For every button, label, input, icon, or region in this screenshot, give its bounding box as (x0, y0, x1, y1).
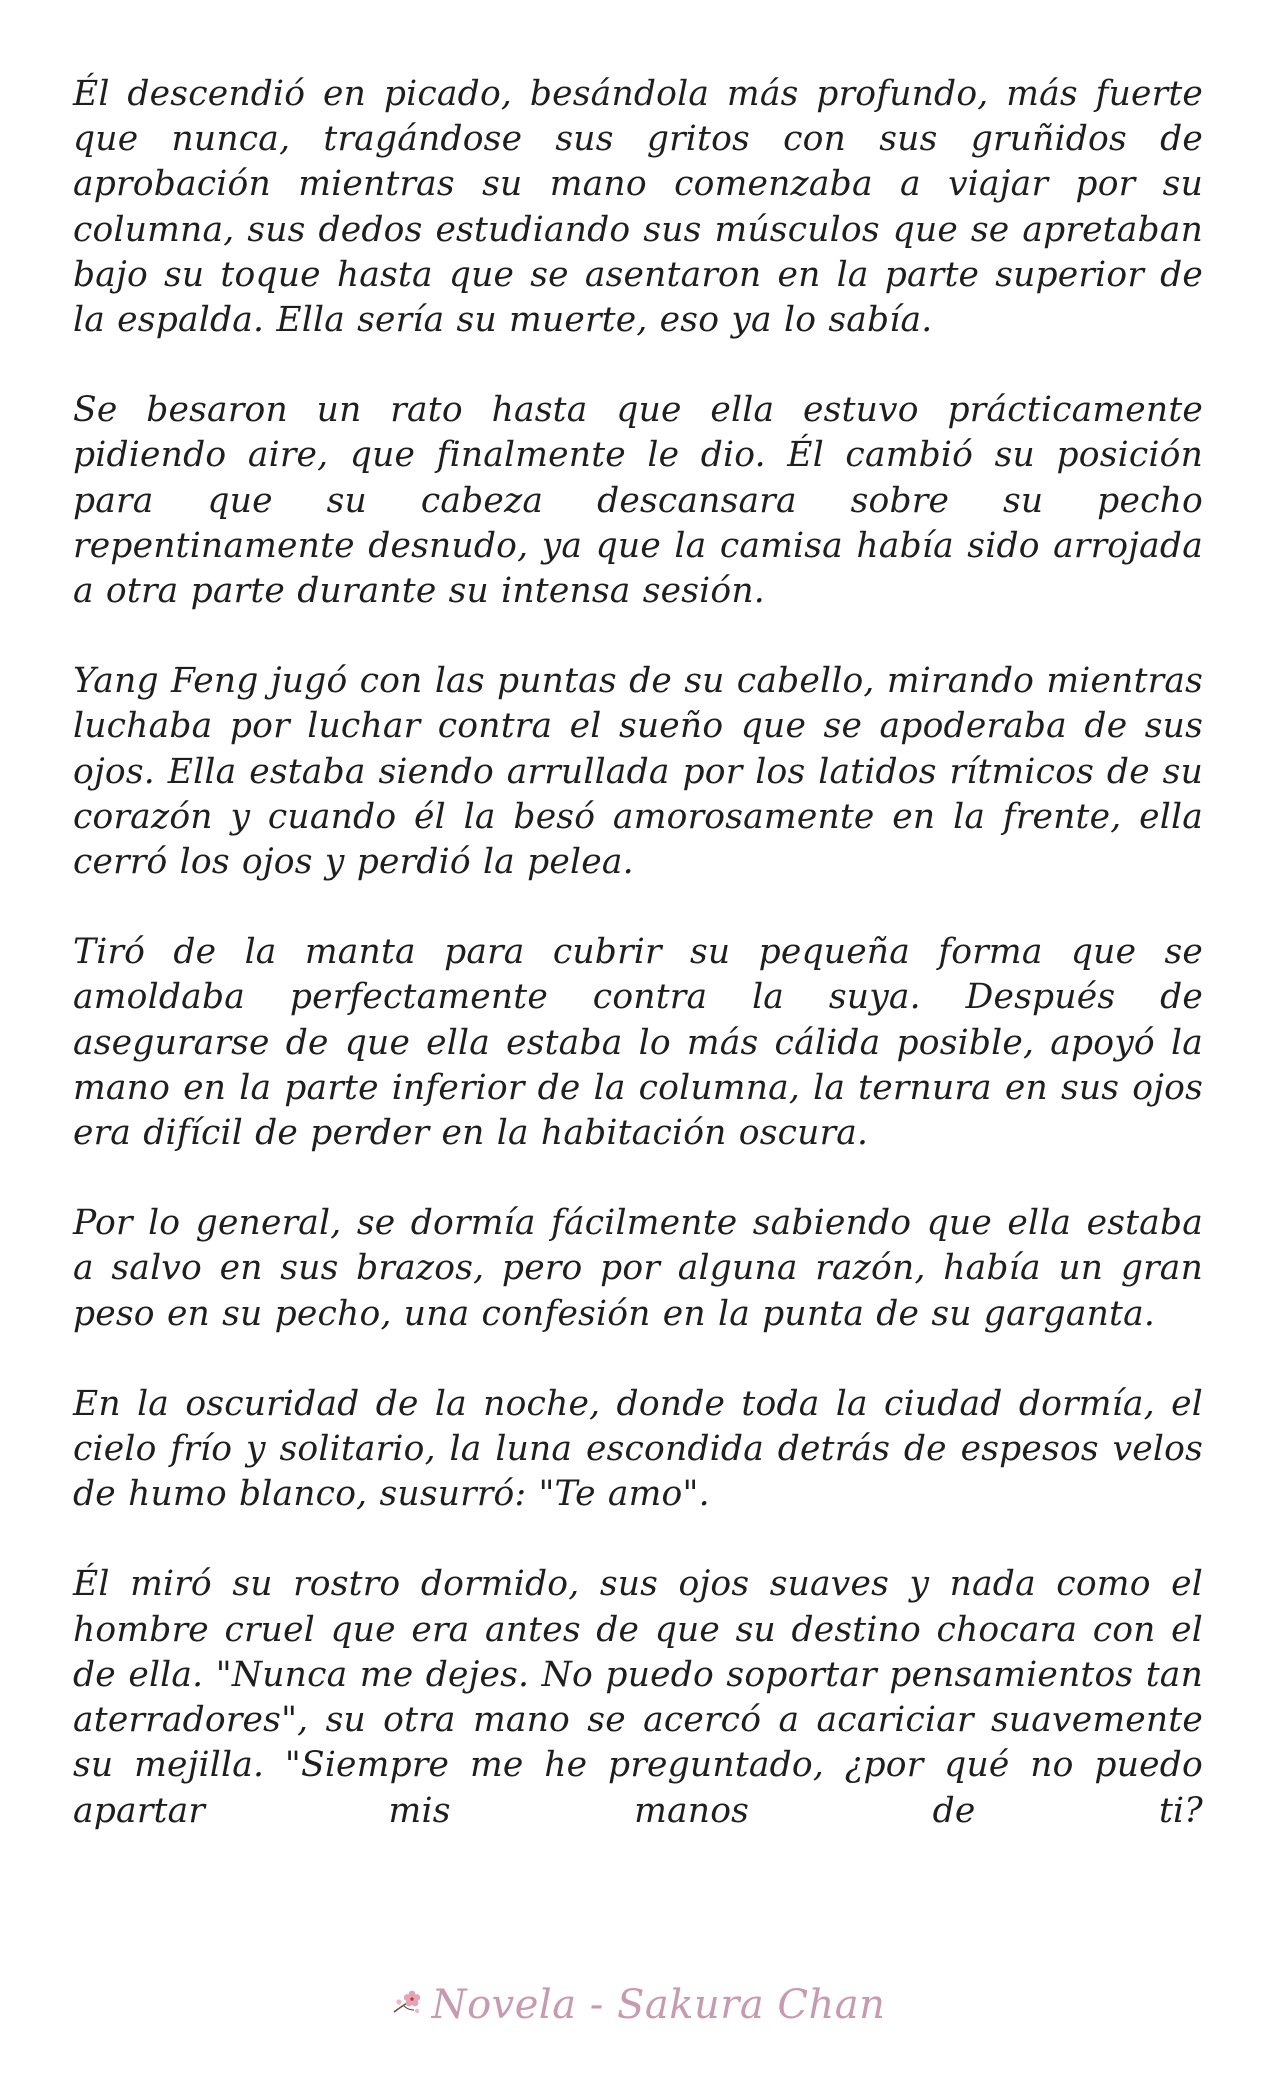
watermark-text: Novela - Sakura Chan (431, 1982, 886, 2028)
paragraph-3: Yang Feng jugó con las puntas de su cabello, mirando mientras luchaba por luchar contra el sueño que se apoderaba de sus ojos. Ella estaba siendo arrullada por los latidos rítmicos de su corazón y cuando él la besó amorosamente en la frente, ella cerró los ojos y perdió la pelea. (73, 661, 1203, 883)
sakura-flower-icon (390, 1982, 424, 2028)
watermark (0, 1982, 1275, 2028)
paragraph-1: Él descendió en picado, besándola más profundo, más fuerte que nunca, tragándose sus gritos con sus gruñidos de aprobación mientras su mano comenzaba a viajar por su columna, sus dedos estudiando sus músculos que se apretaban bajo su toque hasta que se asentaron en la parte superior de la espalda. Ella sería su muerte, eso ya lo sabía. (73, 74, 1203, 341)
paragraph-2: Se besaron un rato hasta que ella estuvo prácticamente pidiendo aire, que finalmente le dio. Él cambió su posición para que su cabeza descansara sobre su pecho repentinamente desnudo, ya que la camisa había sido arrojada a otra parte durante su intensa sesión. (73, 390, 1203, 612)
paragraph-7: Él miró su rostro dormido, sus ojos suaves y nada como el hombre cruel que era antes de que su destino chocara con el de ella. "Nunca me dejes. No puedo soportar pensamientos tan aterradores", su otra mano se acercó a acariciar suavemente su mejilla. "Siempre me he preguntado, ¿por qué no puedo apartar mis manos de ti? (73, 1564, 1203, 1831)
paragraph-5: Por lo general, se dormía fácilmente sabiendo que ella estaba a salvo en sus brazos, pero por alguna razón, había un gran peso en su pecho, una confesión en la punta de su garganta. (73, 1203, 1203, 1334)
paragraph-6: En la oscuridad de la noche, donde toda la ciudad dormía, el cielo frío y solitario, la luna escondida detrás de espesos velos de humo blanco, susurró: "Te amo". (73, 1383, 1203, 1515)
document-body (73, 72, 1203, 1834)
paragraph-4: Tiró de la manta para cubrir su pequeña forma que se amoldaba perfectamente contra la suya. Después de asegurarse de que ella estaba lo más cálida posible, apoyó la mano en la parte inferior de la columna, la ternura en sus ojos era difícil de perder en la habitación oscura. (73, 932, 1203, 1154)
